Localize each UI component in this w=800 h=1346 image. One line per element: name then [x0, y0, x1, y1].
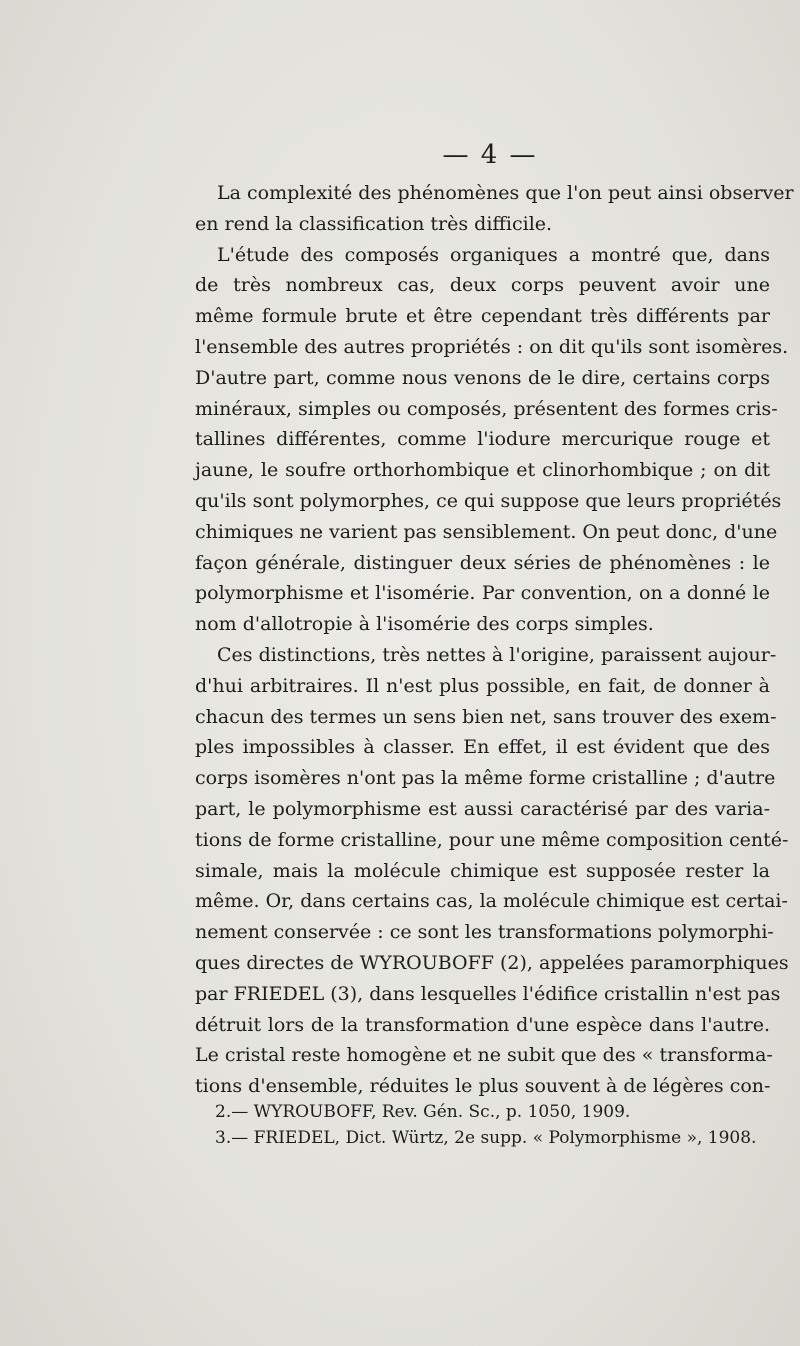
text-line: part, le polymorphisme est aussi caractérisé par des varia-	[195, 797, 770, 820]
text-line: polymorphisme et l'isomérie. Par convention, on a donné le	[195, 582, 770, 605]
paragraph-3	[195, 640, 789, 1102]
text-line: façon générale, distinguer deux séries de phénomènes : le	[195, 551, 770, 574]
text-line: l'ensemble des autres propriétés : on dit qu'ils sont isomères.	[195, 335, 789, 358]
text-line: par FRIEDEL (3), dans lesquelles l'édifice cristallin n'est pas	[195, 982, 781, 1005]
footnote-3: 3.— FRIEDEL, Dict. Würtz, 2e supp. « Polymorphisme », 1908.	[215, 1128, 757, 1148]
text-line: tallines différentes, comme l'iodure mercurique rouge et	[195, 428, 770, 451]
text-line: chacun des termes un sens bien net, sans trouver des exem-	[195, 705, 777, 728]
text-line: tions de forme cristalline, pour une même composition centé-	[195, 828, 789, 851]
text-line: nement conservée : ce sont les transformations polymorphi-	[195, 921, 774, 944]
text-line: L'étude des composés organiques a montré que, dans	[217, 243, 770, 266]
text-line: même formule brute et être cependant très différents par	[195, 305, 770, 328]
text-line: Ces distinctions, très nettes à l'origine, paraissent aujour-	[217, 643, 777, 666]
text-line: détruit lors de la transformation d'une espèce dans l'autre.	[195, 1013, 770, 1036]
text-line: jaune, le soufre orthorhombique et clinorhombique ; on dit	[195, 459, 770, 482]
text-line: corps isomères n'ont pas la même forme cristalline ; d'autre	[195, 767, 776, 790]
text-line: Le cristal reste homogène et ne subit que des « transforma-	[195, 1044, 773, 1067]
text-line: La complexité des phénomènes que l'on peut ainsi observer	[217, 182, 794, 204]
paragraph-2	[195, 240, 789, 640]
footnote-2: 2.— WYROUBOFF, Rev. Gén. Sc., p. 1050, 1909.	[215, 1102, 631, 1122]
text-line: ples impossibles à classer. En effet, il est évident que des	[195, 736, 770, 759]
text-line: même. Or, dans certains cas, la molécule chimique est certai-	[195, 890, 788, 913]
text-line: ques directes de WYROUBOFF (2), appelées paramorphiques	[195, 951, 789, 974]
paragraph-1	[195, 178, 794, 240]
text-line: qu'ils sont polymorphes, ce qui suppose que leurs propriétés	[195, 489, 782, 512]
text-line: nom d'allotropie à l'isomérie des corps simples.	[195, 613, 654, 636]
text-line: d'hui arbitraires. Il n'est plus possible, en fait, de donner à	[195, 674, 770, 697]
text-line: tions d'ensemble, réduites le plus souvent à de légères con-	[195, 1075, 771, 1098]
page-number: — 4 —	[442, 140, 538, 170]
text-line: en rend la classification très difficile.	[195, 212, 553, 235]
text-line: D'autre part, comme nous venons de le dire, certains corps	[195, 366, 770, 389]
body-text	[195, 178, 794, 1102]
text-line: chimiques ne varient pas sensiblement. On peut donc, d'une	[195, 520, 778, 543]
text-line: simale, mais la molécule chimique est supposée rester la	[195, 859, 770, 882]
text-line: minéraux, simples ou composés, présentent des formes cris-	[195, 397, 778, 420]
text-line: de très nombreux cas, deux corps peuvent avoir une	[195, 274, 770, 297]
